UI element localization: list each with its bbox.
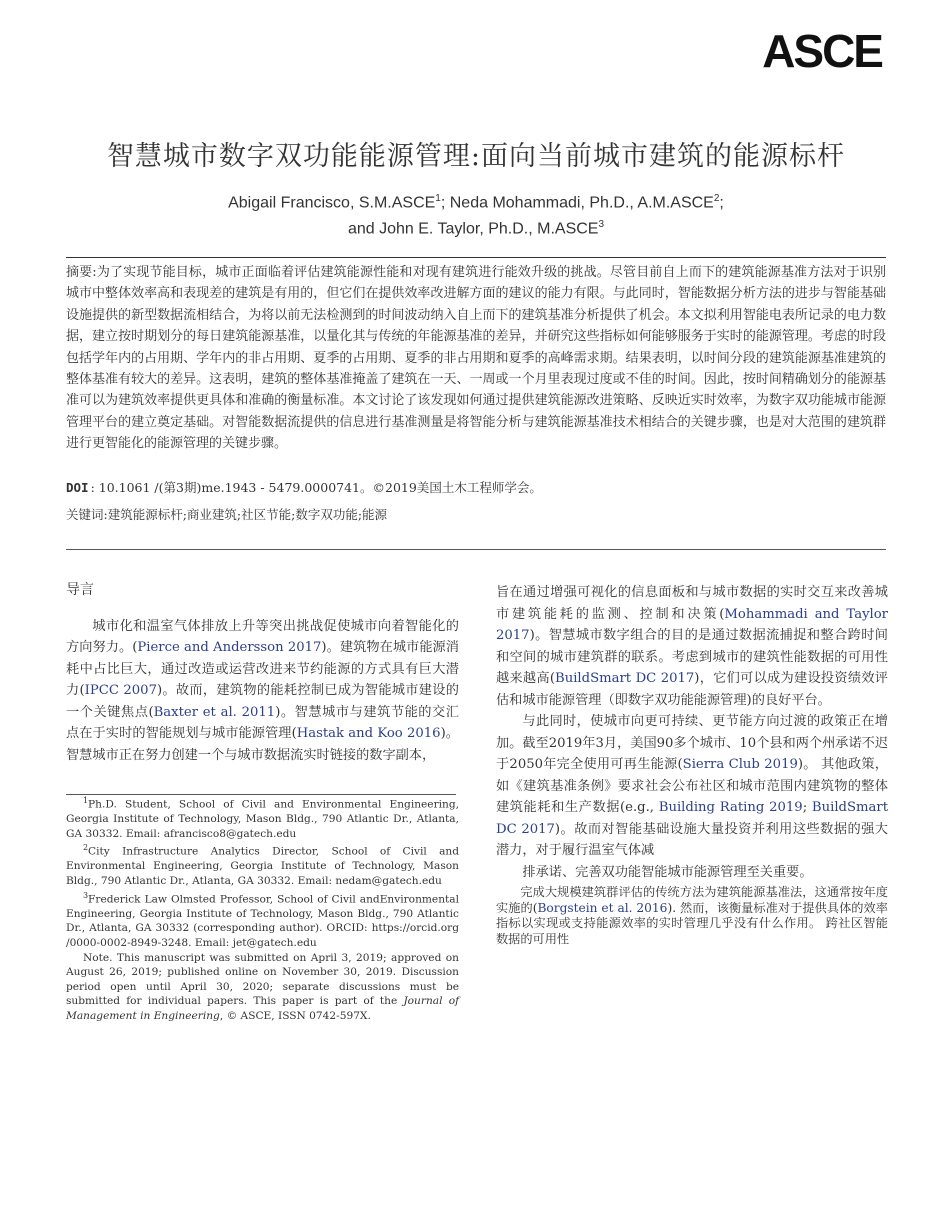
author-line-1: Abigail Francisco, S.M.ASCE$^1$; Neda Mohammadi, Ph.D., A.M.ASCE$^2$; — [228, 193, 724, 212]
author-list — [0, 188, 952, 241]
citation-link[interactable]: Sierra Club 2019 — [682, 757, 798, 772]
section-heading-intro: 导言 — [66, 582, 94, 598]
left-column — [66, 580, 459, 766]
body-paragraph-2: 与此同时，使城市向更可持续、更节能方向过渡的政策正在增加。截至2019年3月，美国90多个城市、10个县和两个州承诺不迟于2050年完全使用可再生能源(Sierra Club 2019)。 其他政策，如《建筑基准条例》要求社会公布社区和城市范围内建筑物的整体建筑能耗和生产数据(e.g., Building Rating 2019; BuildSmart DC 2017)。故而对智能基础设施大量投资并利用这些数据的强大潜力，对于履行温室气体减 — [496, 714, 889, 858]
citation-link[interactable]: Borgstein et al. 2016 — [537, 900, 668, 915]
abstract: 摘要:为了实现节能目标，城市正面临着评估建筑能源性能和对现有建筑进行能效升级的挑战。尽管目前自上而下的建筑能源基准方法对于识别城市中整体效率高和表现差的建筑是有用的，但它们在提供效率改进解方面的建议的能力有限。与此同时，智能数据分析方法的进步与智能基础设施提供的新型数据流相结合，为将以前无法检测到的时间波动纳入自上而下的建筑基准分析提供了机会。本文拟利用智能电表所记录的电力数据，建立按时期划分的每日建筑能源基准，以量化其与传统的年能源基准的差异，并研究这些指标如何能够服务于实时的能源管理。考虑的时段包括学年内的占用期、学年内的非占用期、夏季的占用期、夏季的非占用期和夏季的高峰需求期。结果表明，以时间分段的建筑能源基准建筑的整体基准有较大的差异。这表明，建筑的整体基准掩盖了建筑在一天、一周或一个月里表现过度或不佳的时间。因此，按时间精确划分的能源基准可以为建筑效率提供更具体和准确的衡量标准。本文讨论了该发现如何通过提供建筑能源改进策略、反映近实时效率，为数字双功能城市能源管理平台的建立奠定基础。对智能数据流提供的信息进行基准测量是将智能分析与建筑能源基准技术相结合的关键步骤，也是对大范围的建筑群进行更智能化的能源管理的关键步骤。 — [66, 265, 886, 452]
section-divider — [66, 549, 886, 550]
manuscript-note: Note. This manuscript was submitted on April 3, 2019; approved on August 26, 2019; published online on November 30, 2019. Discussion period open until April 30, 2020; separate discussions must be submitted for individual papers. This paper is part of the Journal of Management in Engineering, © ASCE, ISSN 0742-597X. — [66, 951, 459, 1022]
footnote-1: $^1$Ph.D. Student, School of Civil and Environmental Engineering, Georgia Institute of Technology, Mason Bldg., 790 Atlantic Dr., Atlanta, GA 30332. Email: afrancisco8@gatech.edu — [66, 796, 459, 840]
citation-link[interactable]: Baxter et al. 2011 — [153, 704, 276, 720]
footnote-2: $^2$City Infrastructure Analytics Director, School of Civil and Environmental Engineering, Georgia Institute of Technology, Mason Bldg., 790 Atlantic Dr., Atlanta, GA 30332. Email: nedam@gatech.edu — [66, 843, 459, 888]
citation-link[interactable]: IPCC 2007 — [84, 683, 157, 698]
author-line-2: and John E. Taylor, Ph.D., M.ASCE$^3$ — [347, 219, 605, 238]
intro-paragraph: 城市化和温室气体排放上升等突出挑战促使城市向着智能化的方向努力。(Pierce and Andersson 2017)。建筑物在城市能源消耗中占比巨大，通过改造或运营改进来节约能源的方式具有巨大潜力(IPCC 2007)。故而，建筑物的能耗控制已成为智能城市建设的一个关键焦点(Baxter et al. 2011)。智慧城市与建筑节能的交汇点在于实时的智能规划与城市能源管理(Hastak and Koo 2016)。智慧城市正在努力创建一个与城市数据流实时链接的数字副本， — [66, 618, 459, 763]
body-paragraph-1: 旨在通过增强可视化的信息面板和与城市数据的实时交互来改善城市建筑能耗的监测、控制和决策(Mohammadi and Taylor 2017)。智慧城市数字组合的目的是通过数据流捕捉和整合跨时间和空间的城市建筑群的联系。考虑到城市的建筑性能数据的可用性越来越高(BuildSmart DC 2017)，它们可以成为建设投资绩效评估和城市能源管理（即数字双功能能源管理)的良好平台。 — [496, 585, 888, 708]
body-paragraph-4: 完成大规模建筑群评估的传统方法为建筑能源基准法，这通常按年度实施的(Borgstein et al. 2016). 然而，该衡量标准对于提供具体的效率指标以实现或支持能源效率的实时管理几乎没有什么作用。 跨社区智能数据的可用性 — [496, 885, 888, 946]
doi-line — [66, 478, 542, 496]
footnotes — [66, 794, 459, 1024]
doi-label: DOI — [66, 480, 89, 495]
citation-link[interactable]: Hastak and Koo 2016 — [296, 726, 441, 741]
publisher-logo: ASCE — [762, 25, 882, 77]
paper-title: 智慧城市数字双功能能源管理:面向当前城市建筑的能源标杆 — [106, 141, 846, 172]
right-column — [496, 582, 888, 947]
keywords: 关键词:建筑能源标杆;商业建筑;社区节能;数字双功能;能源 — [66, 507, 388, 522]
body-paragraph-3: 排承诺、完善双功能智能城市能源管理至关重要。 — [522, 864, 813, 880]
citation-link[interactable]: BuildSmart DC 2017 — [555, 671, 695, 686]
citation-link[interactable]: BuildSmart DC 2017 — [496, 800, 888, 837]
citation-link[interactable]: Mohammadi and Taylor 2017 — [496, 606, 888, 643]
citation-link[interactable]: Building Rating 2019 — [658, 800, 803, 815]
header-divider — [66, 257, 886, 258]
doi-text[interactable]: : 10.1061 /(第3期)me.1943 - 5479.0000741。©2019美国土木工程师学会。 — [90, 480, 542, 495]
footnote-3: $^3$Frederick Law Olmsted Professor, School of Civil andEnvironmental Engineering, Georgia Institute of Technology, Mason Bldg., 790 Atlantic Dr., Atlanta, GA 30332 (corresponding author). ORCID: https://orcid.org /0000-0002-8949-3248. Email: jet@gatech.edu — [66, 890, 459, 949]
citation-link[interactable]: Pierce and Andersson 2017 — [137, 640, 322, 655]
